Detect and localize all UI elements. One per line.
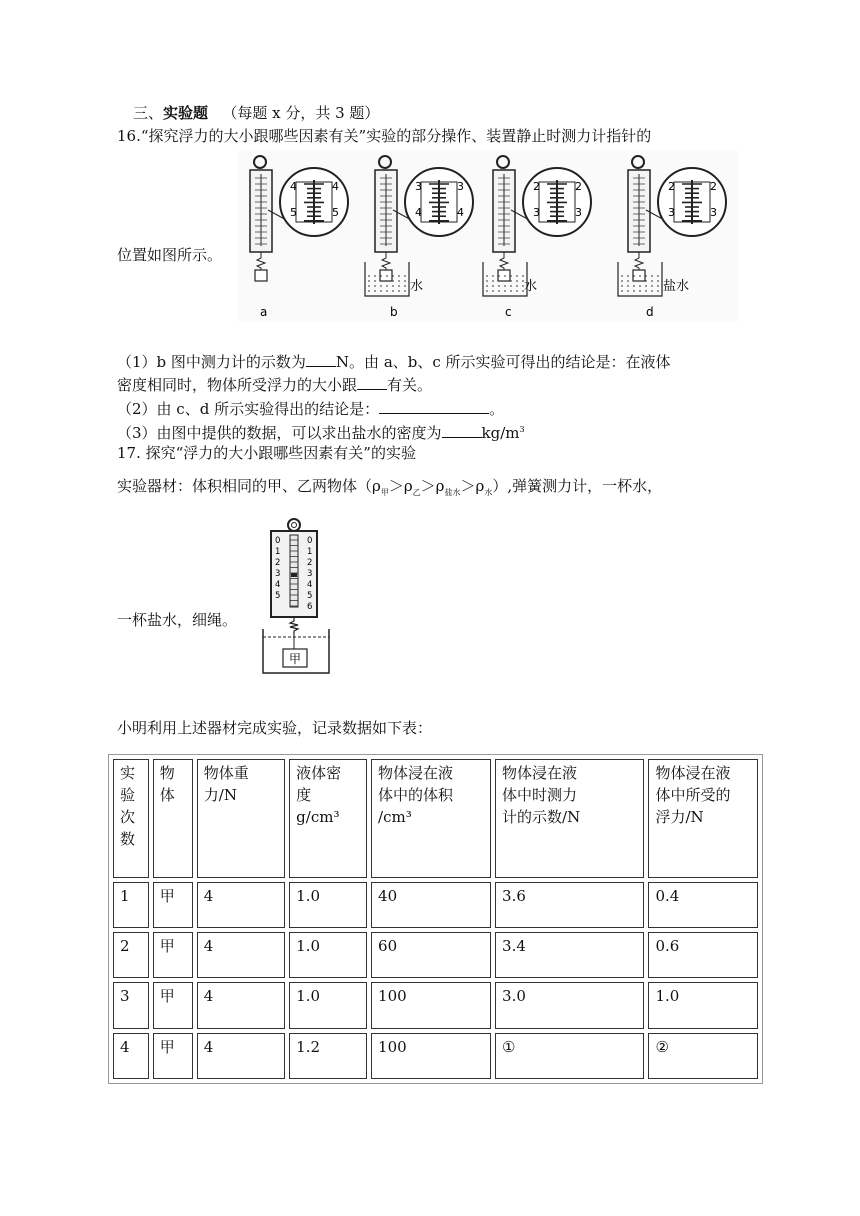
answer-blank-2[interactable] bbox=[357, 373, 387, 390]
svg-text:3: 3 bbox=[533, 206, 540, 219]
svg-text:3: 3 bbox=[710, 206, 717, 219]
q16-stem-cont: 位置如图所示。 bbox=[117, 246, 223, 264]
svg-text:3: 3 bbox=[575, 206, 582, 219]
table-cell: 1.2 bbox=[289, 1033, 367, 1079]
answer-blank-4[interactable] bbox=[442, 421, 482, 438]
table-row bbox=[113, 932, 758, 978]
q16-part3: （3）由图中提供的数据，可以求出盐水的密度为 $kg/m^3$ bbox=[117, 420, 525, 443]
svg-text:3: 3 bbox=[415, 180, 422, 193]
header-cell: 液体密 度 g/cm³ bbox=[289, 759, 367, 878]
svg-text:0: 0 bbox=[307, 536, 313, 546]
table-cell: 1.0 bbox=[289, 882, 367, 928]
svg-text:4: 4 bbox=[290, 180, 297, 193]
data-table bbox=[108, 754, 763, 1084]
table-cell: 甲 bbox=[153, 1033, 193, 1079]
header-cell: 物体浸在液 体中的体积 /cm³ bbox=[371, 759, 491, 878]
svg-text:4: 4 bbox=[415, 206, 422, 219]
table-cell: 3.4 bbox=[495, 932, 644, 978]
figure-label-b: b bbox=[390, 305, 398, 319]
svg-text:6: 6 bbox=[307, 602, 313, 612]
section-title: 实验题 bbox=[163, 104, 209, 122]
table-cell: 1.0 bbox=[648, 982, 758, 1028]
table-cell: 1.0 bbox=[289, 982, 367, 1028]
liquid-label-b: 水 bbox=[410, 279, 424, 294]
table-header-row bbox=[113, 759, 758, 878]
q17-stem: 17. 探究“浮力的大小跟哪些因素有关”的实验 bbox=[117, 444, 416, 462]
table-cell: 40 bbox=[371, 882, 491, 928]
q16-figure bbox=[238, 150, 738, 322]
svg-text:4: 4 bbox=[307, 580, 313, 590]
q16-part1-line2: 密度相同时，物体所受浮力的大小跟 有关。 bbox=[117, 373, 432, 395]
svg-text:2: 2 bbox=[275, 558, 281, 568]
liquid-label-d: 盐水 bbox=[663, 279, 690, 294]
q17-materials-cont: 一杯盐水，细绳。 bbox=[117, 611, 238, 629]
object-jia-label: 甲 bbox=[288, 652, 302, 666]
header-cell: 物 体 bbox=[153, 759, 193, 878]
table-cell: 100 bbox=[371, 1033, 491, 1079]
svg-text:3: 3 bbox=[668, 206, 675, 219]
q16-part2: （2）由 c、d 所示实验得出的结论是： 。 bbox=[117, 397, 504, 419]
table-cell: 0.4 bbox=[648, 882, 758, 928]
svg-text:5: 5 bbox=[332, 206, 339, 219]
table-cell: 4 bbox=[197, 1033, 285, 1079]
svg-text:2: 2 bbox=[533, 180, 540, 193]
section-prefix: 三、 bbox=[133, 104, 164, 122]
table-cell: 1.0 bbox=[289, 932, 367, 978]
header-cell: 物体浸在液 体中时测力 计的示数/N bbox=[495, 759, 644, 878]
figure-label-c: c bbox=[505, 305, 512, 319]
svg-text:2: 2 bbox=[307, 558, 313, 568]
figure-label-a: a bbox=[260, 305, 268, 319]
svg-text:4: 4 bbox=[332, 180, 339, 193]
table-cell: ① bbox=[495, 1033, 644, 1079]
svg-text:1: 1 bbox=[307, 547, 313, 557]
answer-blank-3[interactable] bbox=[379, 397, 489, 414]
figure-label-d: d bbox=[646, 305, 654, 319]
header-cell: 物体浸在液 体中所受的 浮力/N bbox=[648, 759, 758, 878]
table-row bbox=[113, 1033, 758, 1079]
table-cell: ② bbox=[648, 1033, 758, 1079]
q17-materials: 实验器材：体积相同的甲、乙两物体$(\rho_甲>\rho_乙>\rho_{盐水}>\rho_水)$,弹簧测力计，一杯水， bbox=[117, 477, 663, 497]
q17-table-intro: 小明利用上述器材完成实验，记录数据如下表： bbox=[117, 719, 433, 737]
table-row bbox=[113, 882, 758, 928]
liquid-label-c: 水 bbox=[524, 279, 538, 294]
table-row bbox=[113, 982, 758, 1028]
svg-text:2: 2 bbox=[710, 180, 717, 193]
table-cell: 1 bbox=[113, 882, 149, 928]
table-cell: 4 bbox=[197, 882, 285, 928]
table-cell: 3.6 bbox=[495, 882, 644, 928]
svg-text:4: 4 bbox=[275, 580, 281, 590]
header-cell: 实 验 次 数 bbox=[113, 759, 149, 878]
q17-figure bbox=[257, 517, 337, 677]
svg-text:0: 0 bbox=[275, 536, 281, 546]
header-cell: 物体重 力/N bbox=[197, 759, 285, 878]
svg-text:3: 3 bbox=[307, 569, 313, 579]
svg-text:5: 5 bbox=[307, 591, 313, 601]
answer-blank-1[interactable] bbox=[306, 350, 336, 367]
svg-text:5: 5 bbox=[290, 206, 297, 219]
section-note: （每题 x 分，共 3 题） bbox=[222, 104, 380, 122]
svg-text:3: 3 bbox=[275, 569, 281, 579]
table-cell: 3 bbox=[113, 982, 149, 1028]
table-cell: 60 bbox=[371, 932, 491, 978]
table-cell: 甲 bbox=[153, 982, 193, 1028]
q16-part1-line1: （1）b 图中测力计的示数为 N。由 a、b、c 所示实验可得出的结论是：在液体 bbox=[117, 350, 671, 372]
table-cell: 4 bbox=[197, 982, 285, 1028]
svg-text:2: 2 bbox=[668, 180, 675, 193]
section-heading bbox=[133, 103, 379, 123]
table-cell: 2 bbox=[113, 932, 149, 978]
svg-text:1: 1 bbox=[275, 547, 281, 557]
table-cell: 甲 bbox=[153, 882, 193, 928]
table-cell: 3.0 bbox=[495, 982, 644, 1028]
q16-stem: 16.“探究浮力的大小跟哪些因素有关”实验的部分操作、装置静止时测力计指针的 bbox=[117, 127, 652, 145]
table-cell: 100 bbox=[371, 982, 491, 1028]
svg-text:4: 4 bbox=[457, 206, 464, 219]
table-cell: 4 bbox=[113, 1033, 149, 1079]
table-cell: 甲 bbox=[153, 932, 193, 978]
table-cell: 4 bbox=[197, 932, 285, 978]
table-cell: 0.6 bbox=[648, 932, 758, 978]
svg-text:3: 3 bbox=[457, 180, 464, 193]
svg-text:2: 2 bbox=[575, 180, 582, 193]
svg-text:5: 5 bbox=[275, 591, 281, 601]
